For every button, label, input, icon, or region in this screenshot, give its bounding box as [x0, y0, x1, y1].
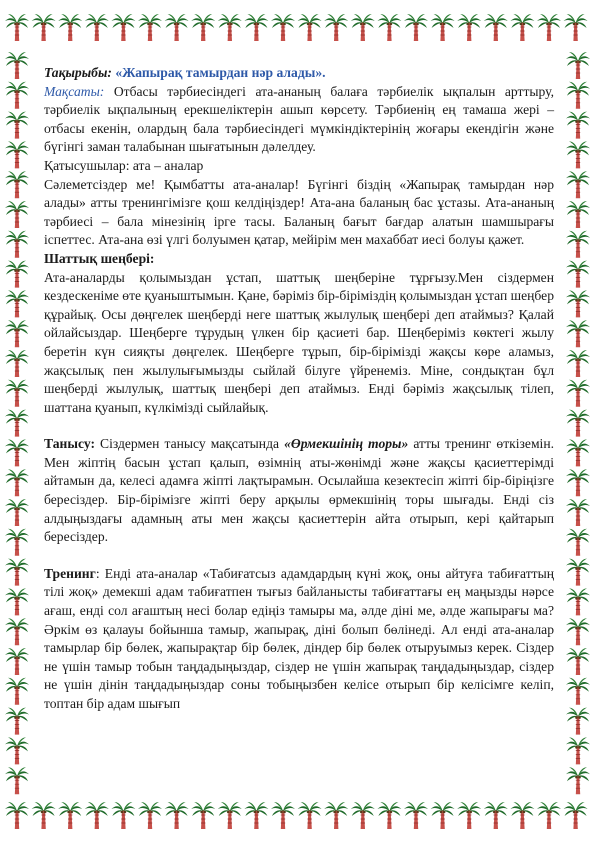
palm-tree-icon	[218, 14, 242, 41]
palm-tree-icon	[5, 529, 29, 556]
acquaint-text-after: атты тренинг өткіземін. Мен жіптің басын ұстап қалып, өзімнің аты-жөнімді және жақсы қасиеттерімді айтамын да, келесі адамға жіпті лақтырамын. Осылайша кезектесіп жіпті бір-біріңізге бересіздер. Бір-бірімізге жіпті беру арқылы өрмекшінің торы шығады. Енді сіз алдыңыздағы адамның аты мен жақсы қасиеттерін айта отырып, кері қайтарып бересіздер.	[44, 436, 554, 545]
circle-paragraph: Ата-аналарды қолымыздан ұстап, шаттық шеңберіне тұрғызу.Мен сіздермен кездескеніме өте қуаныштымын. Қане, бәріміз бір-біріміздің қолымыздан ұстап шеңбер құрайық. Осы дөңгелек шеңберді неге шаттық жылулық шеңбері деп атаймыз? Қалай ойлайсыздар. Шеңберге тұрудың үлкен бір қасиеті бар. Шеңберіміз көктегі жылу беретін күн сияқты дөңгелек. Шеңберге тұрып, бір-бірімізді жақсы көре аламыз, жақсылық пен жылулығымызды сыйлай білуге үйренеміз. Міне, сондықтан бұл шеңберді жылулық, шаттық шеңбері деп атаймыз. Енді бәріміз жақсылық тілеп, шаттана қуанып, күлкімізді сыйлайық.	[44, 269, 554, 415]
palm-tree-icon	[457, 14, 481, 41]
palm-tree-icon	[566, 529, 590, 556]
palm-tree-icon	[138, 802, 162, 829]
title-label: Тақырыбы:	[44, 65, 112, 80]
palm-tree-icon	[5, 320, 29, 347]
palm-tree-icon	[5, 52, 29, 79]
palm-tree-icon	[5, 380, 29, 407]
palm-tree-icon	[271, 14, 295, 41]
palm-tree-icon	[564, 14, 588, 41]
palm-tree-icon	[566, 588, 590, 615]
palm-tree-icon	[111, 802, 135, 829]
game-name: «Өрмекшінің торы»	[284, 436, 409, 452]
palm-tree-icon	[566, 350, 590, 377]
palm-tree-icon	[5, 648, 29, 675]
palm-tree-icon	[404, 802, 428, 829]
palm-tree-icon	[566, 469, 590, 496]
training-label: Тренинг	[44, 565, 96, 581]
palm-tree-icon	[566, 171, 590, 198]
palm-tree-icon	[5, 171, 29, 198]
palm-tree-icon	[566, 112, 590, 139]
palm-tree-icon	[510, 14, 534, 41]
palm-tree-icon	[566, 737, 590, 764]
palm-tree-icon	[566, 320, 590, 347]
acquaint-text-before: Сіздермен танысу мақсатында	[94, 436, 285, 452]
palm-tree-icon	[191, 802, 215, 829]
palm-tree-icon	[244, 802, 268, 829]
palm-tree-icon	[566, 141, 590, 168]
palm-tree-icon	[324, 14, 348, 41]
palm-tree-icon	[566, 439, 590, 466]
palm-tree-icon	[351, 14, 375, 41]
palm-tree-icon	[138, 14, 162, 41]
palm-tree-icon	[5, 588, 29, 615]
palm-tree-icon	[5, 802, 29, 829]
palm-tree-icon	[564, 802, 588, 829]
palm-tree-icon	[165, 14, 189, 41]
palm-tree-icon	[5, 618, 29, 645]
palm-tree-icon	[566, 559, 590, 586]
greeting-paragraph: Сәлеметсіздер ме! Қымбатты ата-аналар! Бүгінгі біздің «Жапырақ тамырдан нәр алады» атты тренингімізге қош келдіңіздер! Ата-ана баланың бас ұстазы. Ата-ананың тәрбиесі – бала мінезінің іргe тасы. Баланың бағыт бағдар алатын шамшырағы іспеттес. Ата-ана өзі үлгі болуымен қатар, мейірім мен махаббат иесі болуы қажет.	[44, 176, 554, 248]
palm-tree-icon	[566, 82, 590, 109]
palm-tree-icon	[298, 802, 322, 829]
palm-tree-icon	[165, 802, 189, 829]
palm-tree-icon	[5, 708, 29, 735]
palm-tree-icon	[218, 802, 242, 829]
palm-tree-icon	[566, 261, 590, 288]
palm-tree-icon	[324, 802, 348, 829]
palm-tree-icon	[566, 767, 590, 794]
palm-tree-icon	[5, 469, 29, 496]
palm-tree-icon	[5, 82, 29, 109]
palm-tree-icon	[5, 290, 29, 317]
palm-tree-icon	[58, 802, 82, 829]
palm-tree-icon	[5, 737, 29, 764]
acquaint-paragraph	[44, 435, 554, 547]
palm-tree-icon	[244, 14, 268, 41]
palm-tree-icon	[32, 14, 56, 41]
palm-tree-icon	[298, 14, 322, 41]
acquaint-label: Танысу:	[44, 436, 95, 452]
palm-tree-icon	[566, 380, 590, 407]
palm-tree-icon	[351, 802, 375, 829]
aim-label: Мақсаты:	[44, 83, 105, 99]
palm-tree-icon	[457, 802, 481, 829]
palm-tree-icon	[431, 802, 455, 829]
palm-tree-icon	[404, 14, 428, 41]
training-paragraph	[44, 565, 554, 714]
palm-tree-icon	[566, 290, 590, 317]
palm-tree-icon	[566, 499, 590, 526]
training-text: : Енді ата-аналар «Табиғатсыз адамдардың күні жоқ, оны айтуға табиғаттың тілі жоқ» демекші адам табиғатпен тығыз байланысты табиғаттағы ең маңызды нәрсе ағаш, енді сол ағаштың несі болар едіңіз тамыры ма, әлде діні ме, әлде жапырағы ма? Әркім өз қалауы бойынша тамыр, жапырақ, діні болып бөлінеді. Ал енді ата-аналар тамырлар бір бөлек, жапырақтар бір бөлек, діндер бір бөлек отыруымыз керек. Сіздер не үшін тамыр тобын таңдадыңыздар, сіздер не үшін жапырақ таңдадыңыздар, сіздер не үшін дінін таңдадыңыздар соны тобыңызбен келісе отырып бір келісімге келіп, топтан бір адам шығып	[44, 565, 554, 711]
palm-tree-icon	[431, 14, 455, 41]
palm-tree-icon	[58, 14, 82, 41]
document-body	[44, 64, 554, 714]
palm-tree-icon	[566, 648, 590, 675]
document-title	[44, 64, 554, 83]
palm-tree-icon	[537, 802, 561, 829]
palm-tree-icon	[32, 802, 56, 829]
palm-tree-icon	[566, 678, 590, 705]
aim-text: Отбасы тәрбиесіндегі ата-ананың балаға тәрбиелік ықпалын арттыру, тәрбиелік ықпалының ерекшеліктерін ашып көрсету. Тәрбиенің ең тамаша жері – отбасы екенін, олардың бала тәрбиесіндегі мүмкіндіктерінің жоғары екендігін және бүгінгі заман талабынан шығатынын дәлелдеу.	[44, 83, 554, 155]
palm-tree-icon	[5, 14, 29, 41]
palm-tree-icon	[5, 350, 29, 377]
palm-tree-icon	[271, 802, 295, 829]
palm-tree-icon	[5, 231, 29, 258]
palm-tree-icon	[85, 14, 109, 41]
palm-tree-icon	[566, 52, 590, 79]
palm-tree-icon	[5, 410, 29, 437]
palm-tree-icon	[510, 802, 534, 829]
participants-line: Қатысушылар: ата – аналар	[44, 157, 204, 173]
palm-tree-icon	[85, 802, 109, 829]
palm-tree-icon	[566, 410, 590, 437]
circle-heading: Шаттық шеңбері:	[44, 250, 155, 266]
palm-tree-icon	[484, 14, 508, 41]
palm-tree-icon	[5, 112, 29, 139]
palm-tree-icon	[5, 141, 29, 168]
palm-tree-icon	[5, 559, 29, 586]
palm-tree-icon	[5, 678, 29, 705]
palm-tree-icon	[191, 14, 215, 41]
palm-tree-icon	[5, 499, 29, 526]
palm-tree-icon	[537, 14, 561, 41]
palm-tree-icon	[5, 767, 29, 794]
palm-tree-icon	[5, 439, 29, 466]
palm-tree-icon	[377, 802, 401, 829]
palm-tree-icon	[5, 261, 29, 288]
palm-tree-icon	[377, 14, 401, 41]
palm-tree-icon	[566, 618, 590, 645]
palm-tree-icon	[566, 201, 590, 228]
palm-tree-icon	[111, 14, 135, 41]
title-text: «Жапырақ тамырдан нәр алады».	[115, 65, 326, 80]
palm-tree-icon	[566, 708, 590, 735]
palm-tree-icon	[566, 231, 590, 258]
aim-paragraph	[44, 83, 554, 157]
palm-tree-icon	[484, 802, 508, 829]
palm-tree-icon	[5, 201, 29, 228]
